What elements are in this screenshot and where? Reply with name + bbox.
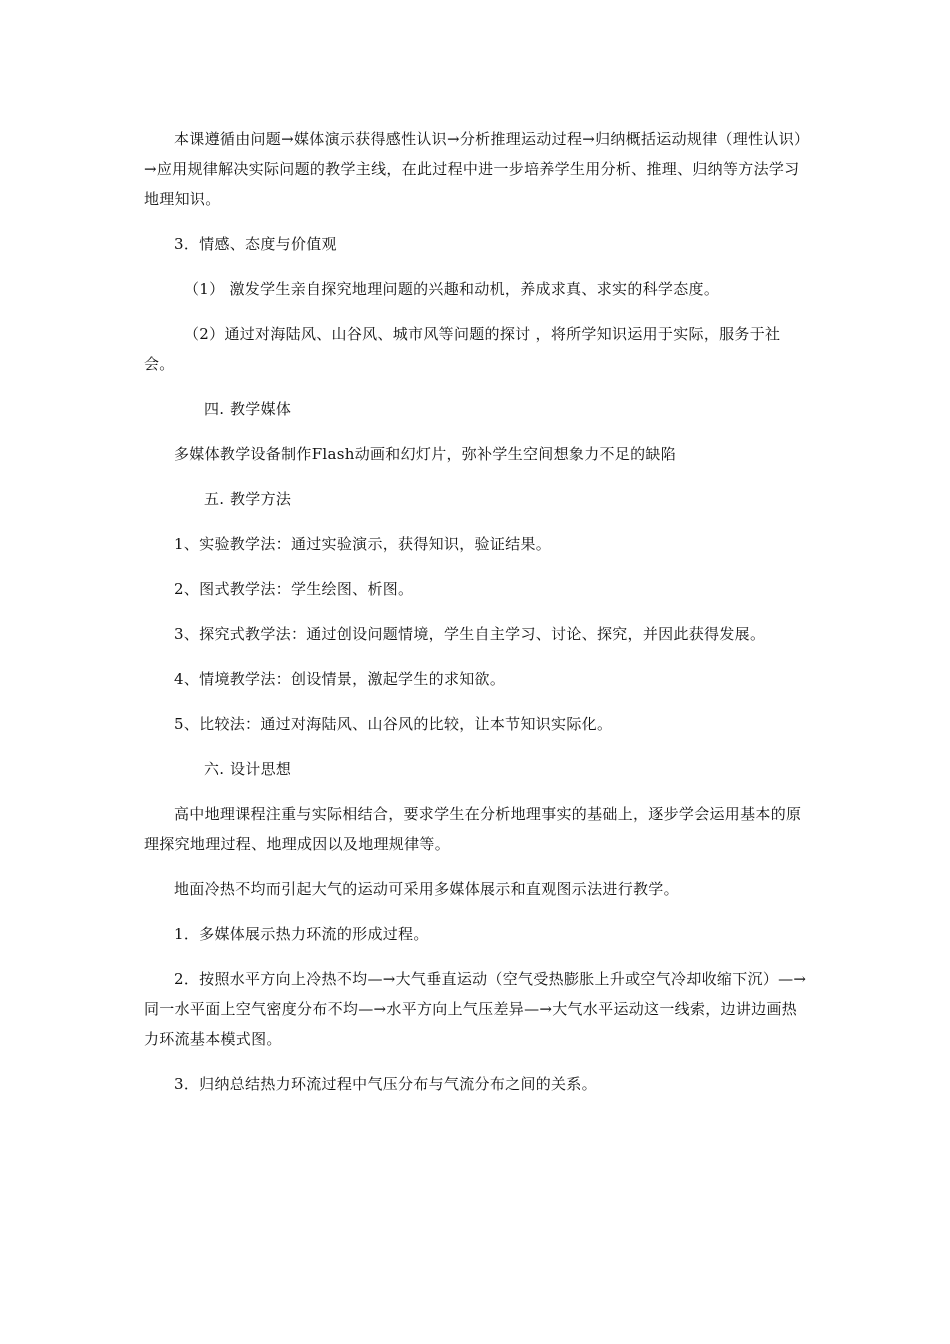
section-number: 四. [204, 400, 225, 418]
section-title: 设计思想 [230, 760, 292, 778]
paragraph-teaching-mainline: 本课遵循由问题→媒体演示获得感性认识→分析推理运动过程→归纳概括运动规律（理性认识）→应用规律解决实际问题的教学主线，在此过程中进一步培养学生用分析、推理、归纳等方法学习地理知识。 [144, 130, 802, 208]
section-number: 五. [204, 490, 225, 508]
subheading-emotion-attitude-values: 3．情感、态度与价值观 [174, 235, 337, 253]
paragraph-design-approach: 地面冷热不均而引起大气的运动可采用多媒体展示和直观图示法进行教学。 [174, 880, 679, 898]
list-item-method-5: 5、比较法：通过对海陆风、山谷风的比较，让本节知识实际化。 [174, 715, 613, 733]
section-heading-methods [144, 484, 808, 514]
section-heading-design [144, 754, 808, 784]
list-item-method-3: 3、探究式教学法：通过创设问题情境，学生自主学习、讨论、探究，并因此获得发展。 [174, 625, 766, 643]
list-item-method-2: 2、图式教学法：学生绘图、析图。 [174, 580, 414, 598]
paragraph-design-intro: 高中地理课程注重与实际相结合，要求学生在分析地理事实的基础上，逐步学会运用基本的原理探究地理过程、地理成因以及地理规律等。 [144, 805, 802, 853]
paragraph-goal-2: （2）通过对海陆风、山谷风、城市风等问题的探讨 ，将所学知识运用于实际，服务于社会。 [144, 325, 781, 373]
section-heading-media [144, 394, 808, 424]
section-title: 教学方法 [230, 490, 292, 508]
section-title: 教学媒体 [230, 400, 292, 418]
document-body [144, 124, 808, 1114]
list-item-design-2: 2．按照水平方向上冷热不均—→大气垂直运动（空气受热膨胀上升或空气冷却收缩下沉）—→同一水平面上空气密度分布不均—→水平方向上气压差异—→大气水平运动这一线索，边讲边画热力环流基本模式图。 [144, 970, 807, 1048]
section-number: 六. [204, 760, 225, 778]
list-item-design-1: 1．多媒体展示热力环流的形成过程。 [174, 925, 429, 943]
list-item-method-1: 1、实验教学法：通过实验演示，获得知识，验证结果。 [174, 535, 552, 553]
list-item-design-3: 3．归纳总结热力环流过程中气压分布与气流分布之间的关系。 [174, 1075, 597, 1093]
paragraph-goal-1: （1） 激发学生亲自探究地理问题的兴趣和动机，养成求真、求实的科学态度。 [184, 280, 720, 298]
paragraph-media-description: 多媒体教学设备制作Flash动画和幻灯片，弥补学生空间想象力不足的缺陷 [174, 445, 677, 463]
list-item-method-4: 4、情境教学法：创设情景，激起学生的求知欲。 [174, 670, 506, 688]
